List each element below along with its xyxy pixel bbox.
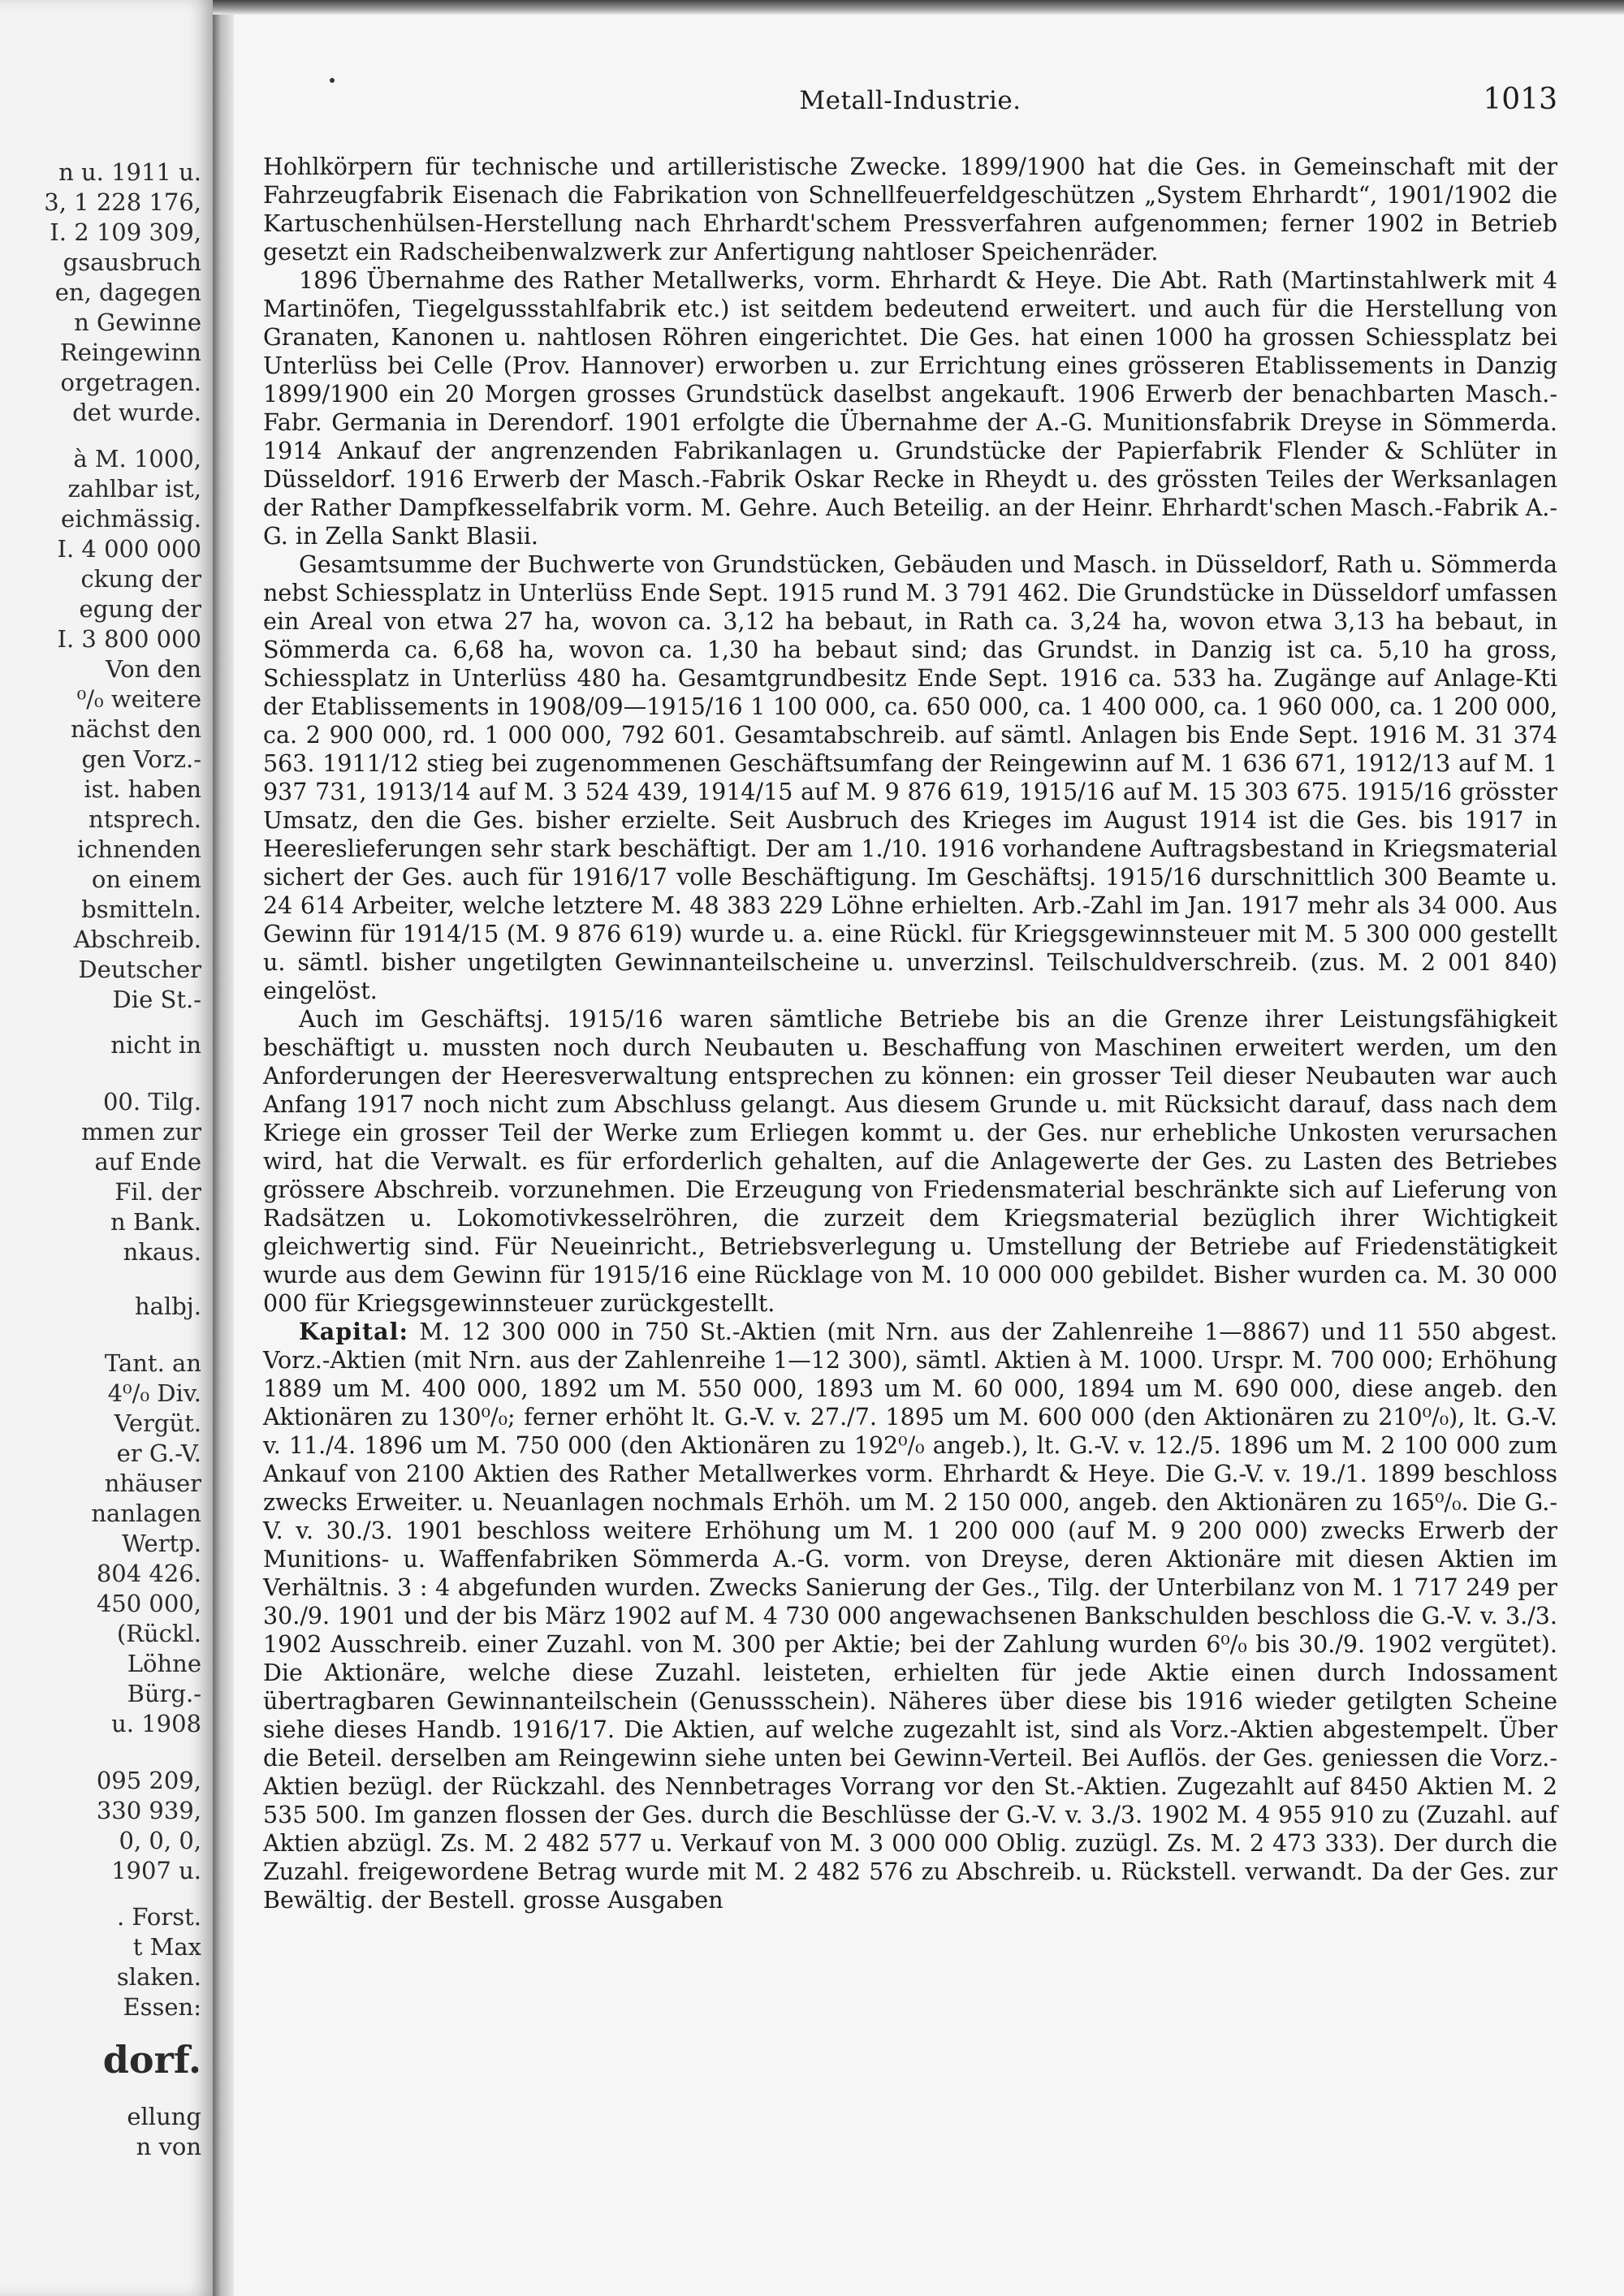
left-page-fragment: u. 1908 (111, 1710, 201, 1737)
left-page-fragment: 0, 0, 0, (119, 1827, 201, 1854)
left-page-fragment: bsmitteln. (81, 896, 201, 923)
left-page-fragment: det wurde. (72, 399, 201, 426)
left-page-fragment: 330 939, (96, 1797, 201, 1824)
paragraph-production: Hohlkörpern für technische und artilleristische Zwecke. 1899/1900 hat die Ges. in Gemeinschaft mit der Fahrzeugfabrik Eisenach die Fabrikation von Schnellfeuerfeldgeschützen „System Ehrhardt“, 1901/1902 die Kartuschenhülsen-Herstellung nach Ehrhardt'schem Pressverfahren aufgenommen; ferner 1902 in Betrieb gesetzt ein Radscheibenwalzwerk zur Anfertigung nahtloser Speichenräder. (263, 153, 1557, 265)
left-page-fragment: Deutscher (78, 956, 201, 983)
left-page-fragment: nhäuser (104, 1470, 201, 1497)
left-page-fragment: n Gewinne (74, 309, 201, 336)
left-page-fragment: ntsprech. (89, 805, 201, 833)
left-page-fragment: Von den (105, 655, 201, 683)
left-page-fragment: Die St.- (112, 986, 201, 1013)
left-page-fragment: halbj. (134, 1293, 201, 1320)
left-page-fragment: 00. Tilg. (102, 1088, 201, 1116)
left-page-fragment: Essen: (123, 1993, 201, 2021)
left-page-fragment: n von (136, 2133, 201, 2160)
left-page-fragment: Tant. an (104, 1349, 201, 1377)
left-page-fragment: n Bank. (110, 1208, 201, 1236)
left-page-fragment: on einem (91, 865, 201, 893)
left-page-fragment: Wertp. (122, 1530, 201, 1557)
page-header (263, 83, 1557, 122)
paragraph-acquisitions: 1896 Übernahme des Rather Metallwerks, vorm. Ehrhardt & Heye. Die Abt. Rath (Martinstahlwerk mit 4 Martinöfen, Tiegelgussstahlfabrik etc.) ist seitdem bedeutend erweitert. und auch für die Herstellung von Granaten, Kanonen u. nahtlosen Röhren eingerichtet. Die Ges. hat einen 1000 ha grossen Schiessplatz bei Unterlüss bei Celle (Prov. Hannover) erworben u. zur Errichtung eines grösseren Etablissements in Danzig 1899/1900 ein 20 Morgen grosses Grundstück daselbst angekauft. 1906 Erwerb der benachbarten Masch.-Fabr. Germania in Derendorf. 1901 erfolgte die Übernahme der A.-G. Munitionsfabrik Dreyse in Sömmerda. 1914 Ankauf der angrenzenden Fabrikanlagen u. Grundstücke der Papierfabrik Flender & Schlüter in Düsseldorf. 1916 Erwerb der Masch.-Fabrik Oskar Recke in Rheydt u. des grössten Teiles der Werksanlagen der Rather Dampfkesselfabrik vorm. M. Gehre. Auch Beteilig. an der Heinr. Ehrhardt'schen Masch.-Fabrik A.-G. in Zella Sankt Blasii. (263, 267, 1557, 550)
document-page (234, 15, 1624, 2296)
left-page-fragment: 3, 1 228 176, (44, 188, 201, 216)
left-page-fragment: ist. haben (84, 775, 201, 803)
left-page-fragment: orgetragen. (60, 369, 201, 396)
body-text (263, 153, 1557, 1914)
left-page-fragment: slaken. (116, 1963, 201, 1991)
print-speck (330, 78, 335, 83)
left-page-fragment: Vergüt. (114, 1409, 201, 1437)
kapital-text: M. 12 300 000 in 750 St.-Aktien (mit Nrn. aus der Zahlenreihe 1—8867) und 11 550 abgest. Vorz.-Aktien (mit Nrn. aus der Zahlenreihe 1—12 300), sämtl. Aktien à M. 1000. Urspr. M. 700 000; Erhöhung 1889 um M. 400 000, 1892 um M. 550 000, 1893 um M. 60 000, 1894 um M. 690 000, diese angeb. den Aktionären zu 130⁰/₀; ferner erhöht lt. G.-V. v. 27./7. 1895 um M. 600 000 (den Aktionären zu 210⁰/₀), lt. G.-V. v. 11./4. 1896 um M. 750 000 (den Aktionären zu 192⁰/₀ angeb.), lt. G.-V. v. 12./5. 1896 um M. 2 100 000 zum Ankauf von 2100 Aktien des Rather Metallwerkes vorm. Ehrhardt & Heye. Die G.-V. v. 19./1. 1899 beschloss zwecks Erweiter. u. Neuanlagen nochmals Erhöh. um M. 2 150 000, angeb. den Aktionären zu 165⁰/₀. Die G.-V. v. 30./3. 1901 beschloss weitere Erhöhung um M. 1 200 000 (auf M. 9 200 000) zwecks Erwerb der Munitions- u. Waffenfabriken Sömmerda A.-G. vorm. von Dreyse, deren Aktionäre mit diesen Aktien im Verhältnis. 3 : 4 abgefunden wurden. Zwecks Sanierung der Ges., Tilg. der Unterbilanz von M. 1 717 249 per 30./9. 1901 und der bis März 1902 auf M. 4 730 000 angewachsenen Bankschulden beschloss die G.-V. v. 3./3. 1902 Ausschreib. einer Zuzahl. von M. 300 per Aktie; bei der Zahlung wurden 6⁰/₀ bis 30./9. 1902 vergütet). Die Aktionäre, welche diese Zuzahl. leisteten, erhielten für jede Aktie einen durch Indossament übertragbaren Gewinnanteilschein (Genussschein). Näheres über diese bis 1916 wieder getilgten Scheine siehe dieses Handb. 1916/17. Die Aktien, auf welche zugezahlt ist, sind als Vorz.-Aktien abgestempelt. Über die Beteil. derselben am Reingewinn siehe unten bei Gewinn-Verteil. Bei Auflös. der Ges. geniessen die Vorz.-Aktien bezügl. der Rückzahl. des Nennbetrages Vorrang vor den St.-Aktien. Zugezahlt auf 8450 Aktien M. 2 535 500. Im ganzen flossen der Ges. durch die Beschlüsse der G.-V. v. 3./3. 1902 M. 4 955 910 zu (Zuzahl. auf Aktien abzügl. Zs. M. 2 482 577 u. Verkauf von M. 3 000 000 Oblig. zuzügl. Zs. M. 2 473 333). Der durch die Zuzahl. freigewordene Betrag wurde mit M. 2 482 576 zu Abschreib. u. Rückstell. verwandt. Da der Ges. zur Bewältig. der Bestell. grosse Ausgaben (263, 1318, 1557, 1914)
left-page-fragment: Fil. der (114, 1178, 201, 1206)
kapital-label: Kapital: (299, 1318, 408, 1345)
left-page-fragment: . Forst. (116, 1903, 201, 1931)
left-page-fragment: 450 000, (96, 1590, 201, 1617)
left-page-fragment: nkaus. (123, 1238, 201, 1266)
left-page-fragment: n u. 1911 u. (58, 158, 201, 186)
left-page-fragment: nanlagen (91, 1500, 201, 1527)
left-page-fragment: mmen zur (81, 1118, 201, 1146)
left-page-fragment: 804 426. (96, 1560, 201, 1587)
left-page-fragment: à M. 1000, (73, 445, 201, 473)
left-page-fragment: nächst den (70, 715, 201, 743)
left-page-fragment: Abschreib. (73, 926, 201, 953)
left-page-fragment: Bürg.- (127, 1680, 201, 1707)
left-page-fragment: Löhne (127, 1650, 201, 1677)
left-page-fragment: Reingewinn (59, 339, 201, 366)
left-page-fragment: eichmässig. (61, 505, 201, 533)
page-top-edge (213, 0, 1624, 15)
book-gutter (213, 0, 234, 2296)
left-page-fragment: nicht in (110, 1031, 201, 1059)
left-page-fragment: gen Vorz.- (81, 745, 201, 773)
left-page-fragment: ellung (127, 2103, 201, 2130)
left-page-fragment: egung der (79, 595, 201, 623)
left-page-fragment: en, dagegen (54, 278, 201, 306)
left-page-fragment: dorf. (102, 2038, 201, 2082)
left-page-fragment: ichnenden (76, 835, 201, 863)
left-page-fragment: 095 209, (96, 1767, 201, 1794)
left-page-fragment: ckung der (80, 565, 201, 593)
previous-page-strip (0, 0, 213, 2296)
left-page-fragment: I. 3 800 000 (57, 625, 201, 653)
left-page-fragment: I. 2 109 309, (50, 218, 201, 246)
left-page-fragment: 1907 u. (111, 1857, 201, 1884)
left-page-fragment: I. 4 000 000 (57, 535, 201, 563)
left-page-fragment: er G.-V. (116, 1439, 201, 1467)
paragraph-kapital (263, 1318, 1557, 1914)
paragraph-property-values: Gesamtsumme der Buchwerte von Grundstücken, Gebäuden und Masch. in Düsseldorf, Rath u. Sömmerda nebst Schiessplatz in Unterlüss Ende Sept. 1915 rund M. 3 791 462. Die Grundstücke in Düsseldorf umfassen ein Areal von etwa 27 ha, wovon ca. 3,12 ha bebaut, in Rath ca. 3,24 ha, wovon etwa 3,13 ha bebaut, in Sömmerda ca. 6,68 ha, wovon ca. 1,30 ha bebaut sind; das Grundst. in Danzig ist ca. 5,10 ha gross, Schiessplatz in Unterlüss 480 ha. Gesamtgrundbesitz Ende Sept. 1916 ca. 533 ha. Zugänge auf Anlage-Kti der Etablissements in 1908/09—1915/16 1 100 000, ca. 650 000, ca. 1 400 000, ca. 1 960 000, ca. 1 200 000, ca. 2 900 000, rd. 1 000 000, 792 601. Gesamtabschreib. auf sämtl. Anlagen bis Ende Sept. 1916 M. 31 374 563. 1911/12 stieg bei zugenommenen Geschäftsumfang der Reingewinn auf M. 1 636 671, 1912/13 auf M. 1 937 731, 1913/14 auf M. 3 524 439, 1914/15 auf M. 9 876 619, 1915/16 auf M. 15 303 675. 1915/16 grösster Umsatz, den die Ges. bisher erzielte. Seit Ausbruch des Krieges im August 1914 ist die Ges. bis 1917 in Heereslieferungen sehr stark beschäftigt. Der am 1./10. 1916 vorhandene Auftragsbestand in Kriegsmaterial sichert der Ges. auch für 1916/17 volle Beschäftigung. Im Geschäftsj. 1915/16 durschnittlich 300 Beamte u. 24 614 Arbeiter, welche letztere M. 48 383 229 Löhne erhielten. Arb.-Zahl im Jan. 1917 mehr als 34 000. Aus Gewinn für 1914/15 (M. 9 876 619) wurde u. a. eine Rückl. für Kriegsgewinnsteuer mit M. 5 300 000 gestellt u. sämtl. bisher ungetilgten Gewinnanteilscheine u. unverzinsl. Teilschuldverschreib. (zus. M. 2 001 840) eingelöst. (263, 551, 1557, 1004)
left-page-fragment: gsausbruch (63, 248, 201, 276)
page-number: 1013 (1483, 83, 1557, 116)
left-page-fragment: zahlbar ist, (67, 475, 201, 503)
left-page-fragment: t Max (132, 1933, 201, 1961)
left-page-fragment: 4⁰/₀ Div. (107, 1379, 201, 1407)
paragraph-business-1915-16: Auch im Geschäftsj. 1915/16 waren sämtliche Betriebe bis an die Grenze ihrer Leistungsfähigkeit beschäftigt u. mussten noch durch Neubauten u. Beschaffung von Maschinen erweitert werden, um den Anforderungen der Heeresverwaltung entsprechen zu können: ein grosser Teil dieser Neubauten war auch Anfang 1917 noch nicht zum Abschluss gelangt. Aus diesem Grunde u. mit Rücksicht darauf, dass nach dem Kriege ein grosser Teil der Werke zum Erliegen kommt u. der Ges. nur erhebliche Unkosten verursachen wird, hat die Verwalt. es für erforderlich gehalten, auf die Anlagewerte der Ges. zu Lasten des Betriebes grössere Abschreib. vorzunehmen. Die Erzeugung von Friedensmaterial beschränkte sich auf Lieferung von Radsätzen u. Lokomotivkesselröhren, die zurzeit dem Kriegsmaterial bezüglich ihrer Wichtigkeit gleichwertig sind. Für Neueinricht., Betriebsverlegung u. Umstellung der Betriebe auf Friedenstätigkeit wurde aus dem Gewinn für 1915/16 eine Rücklage von M. 10 000 000 gebildet. Bisher wurden ca. M. 30 000 000 für Kriegsgewinnsteuer zurückgestellt. (263, 1006, 1557, 1317)
left-page-fragment: (Rückl. (116, 1620, 201, 1647)
left-page-fragment: ⁰/₀ weitere (76, 685, 201, 713)
running-title: Metall-Industrie. (799, 86, 1021, 115)
left-page-fragment: auf Ende (94, 1148, 201, 1176)
